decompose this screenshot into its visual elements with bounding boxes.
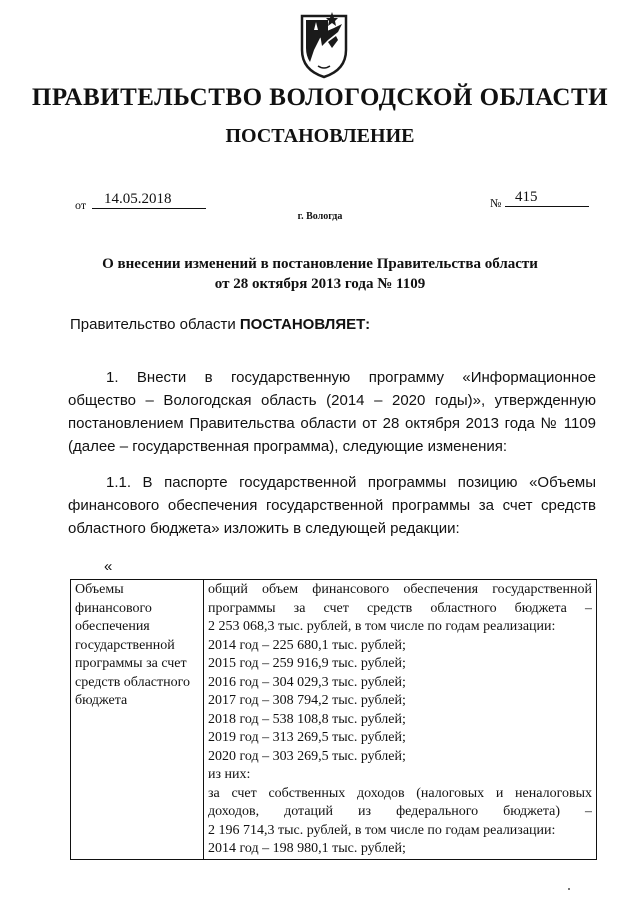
government-title: ПРАВИТЕЛЬСТВО ВОЛОГОДСКОЙ ОБЛАСТИ [31,84,609,111]
document-type: ПОСТАНОВЛЕНИЕ [225,125,415,147]
number-label: № [490,196,502,210]
value-line: из них: [208,767,251,782]
value-line: 2014 год – 225 680,1 тыс. рублей; [208,637,406,653]
value-line: 2020 год – 303 269,5 тыс. рублей; [208,748,406,764]
value-line: 2014 год – 198 980,1 тыс. рублей; [208,841,406,856]
financing-table [70,579,597,860]
value-line: 2019 год – 313 269,5 тыс. рублей; [208,730,406,745]
date-label: от [75,198,87,212]
paragraph-1-1: 1.1. В паспорте государственной программы позицию «Объемы финансового обеспечения государственной программы за счет средств областного бюджета» изложить в следующей редакции: [68,474,596,537]
city: г. Вологда [297,211,343,222]
value-line: 2017 год – 308 794,2 тыс. рублей; [208,693,406,708]
value-line: за счет собственных доходов (налоговых и неналоговых [208,785,592,801]
value-line: доходов, дотаций из федерального бюджета) – [208,804,592,819]
quote-open: « [104,558,113,575]
scan-speck [568,888,570,890]
subject-line-1: О внесении изменений в постановление Правительства области [102,256,538,272]
document-subject [0,254,640,294]
paragraph-1: 1. Внести в государственную программу «Информационное общество – Вологодская область (2014 – 2020 годы)», утвержденную постановлением Правительства области от 28 октября 2013 года № 1109 (далее – государственная программа), следующие изменения: [68,369,596,455]
document-number: 415 [505,189,589,207]
document-date: 14.05.2018 [92,191,206,209]
vologda-coat-of-arms-icon [298,10,350,80]
value-line: 2018 год – 538 108,8 тыс. рублей; [208,711,406,727]
subject-line-2: от 28 октября 2013 года № 1109 [214,276,426,292]
decree-lead: Правительство области [70,316,240,333]
table-cell-values [204,580,597,860]
value-line: 2015 год – 259 916,9 тыс. рублей; [208,656,406,671]
table-row [71,580,597,860]
decree-keyword: ПОСТАНОВЛЯЕТ: [239,316,371,333]
table-cell-label: Объемы финансового обеспечения государственной программы за счет средств областного бюджета [71,580,204,860]
value-line: 2 253 068,3 тыс. рублей, в том числе по годам реализации: [208,619,556,634]
value-line: программы за счет средств областного бюджета – [208,600,592,616]
decree-statement [70,316,370,333]
value-line: общий объем финансового обеспечения государственной [208,582,592,597]
value-line: 2 196 714,3 тыс. рублей, в том числе по годам реализации: [208,822,556,838]
value-line: 2016 год – 304 029,3 тыс. рублей; [208,674,406,690]
